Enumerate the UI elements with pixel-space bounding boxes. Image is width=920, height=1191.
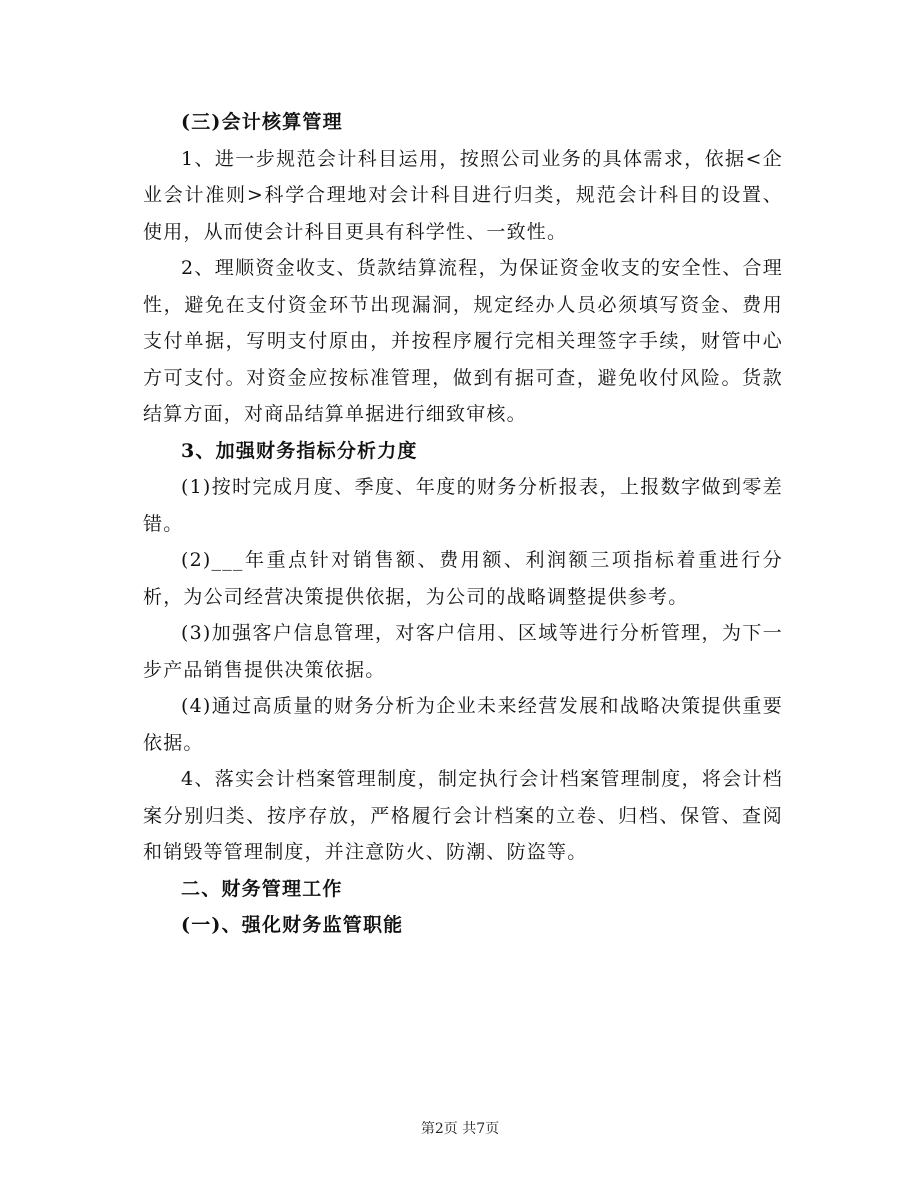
paragraph-item-4: 4、落实会计档案管理制度，制定执行会计档案管理制度，将会计档案分别归类、按序存放，严格履行会计档案的立卷、归档、保管、查阅和销毁等管理制度，并注意防火、防潮、防盗等。 — [143, 768, 783, 863]
paragraph-item-2: 2、理顺资金收支、货款结算流程，为保证资金收支的安全性、合理性，避免在支付资金环节出现漏洞，规定经办人员必须填写资金、费用支付单据，写明支付原由，并按程序履行完相关理签字手续，财管中心方可支付。对资金应按标准管理，做到有据可查，避免收付风险。货款结算方面，对商品结算单据进行细致审核。 — [143, 257, 783, 425]
paragraph-sub-1: (1)按时完成月度、季度、年度的财务分析报表，上报数字做到零差错。 — [143, 476, 783, 535]
paragraph-sub-2: (2)___年重点针对销售额、费用额、利润额三项指标着重进行分析，为公司经营决策提供依据，为公司的战略调整提供参考。 — [143, 549, 783, 608]
section-heading-accounting: (三)会计核算管理 — [181, 111, 343, 133]
page-number-footer: 第2页 共7页 — [420, 1121, 500, 1137]
subheading-analysis: 3、加强财务指标分析力度 — [181, 439, 418, 462]
paragraph-sub-3: (3)加强客户信息管理，对客户信用、区域等进行分析管理，为下一步产品销售提供决策依据。 — [143, 622, 783, 681]
section-heading-finance: 二、财务管理工作 — [181, 877, 343, 900]
paragraph-item-1: 1、进一步规范会计科目运用，按照公司业务的具体需求，依据<企业会计准则>科学合理地对会计科目进行归类，规范会计科目的设置、使用，从而使会计科目更具有科学性、一致性。 — [143, 147, 783, 243]
paragraph-sub-4: (4)通过高质量的财务分析为企业未来经营发展和战略决策提供重要依据。 — [143, 695, 783, 754]
document-body — [143, 104, 783, 944]
subheading-supervision: (一)、强化财务监管职能 — [181, 914, 404, 936]
